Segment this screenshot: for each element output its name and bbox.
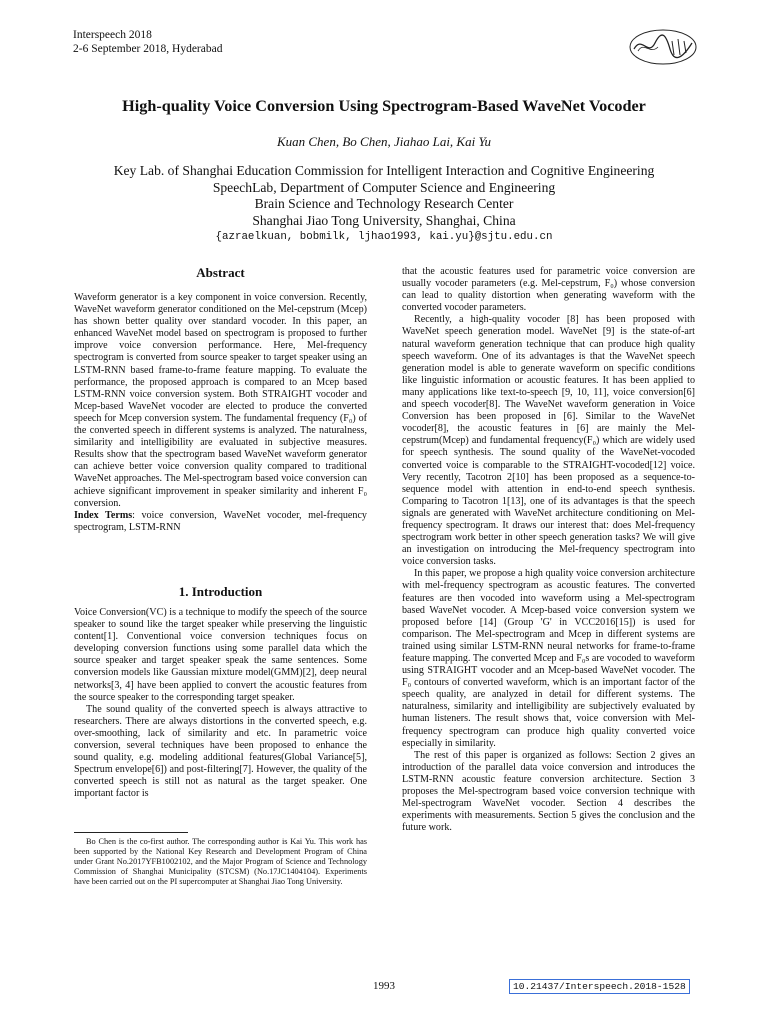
index-terms-label: Index Terms [74, 509, 133, 521]
conference-header [73, 29, 222, 56]
introduction-section [74, 607, 367, 801]
author-list: Kuan Chen, Bo Chen, Jiahao Lai, Kai Yu [276, 134, 492, 149]
introduction-heading: 1. Introduction [178, 584, 263, 599]
affiliation-line: Brain Science and Technology Research Center [254, 196, 514, 211]
body-paragraph: In this paper, we propose a high quality voice conversion architecture with mel-frequency spectrogram as acoustic features. The converted features are then vocoded into waveform using a Mel-spectrogram based WaveNet vocoder. A Mcep-based voice conversion system we proposed before [14] (Group 'G' in VCC2016[15]) is used for comparison. The Mel-spectrogram and Mcep in different systems are trained using similar LSTM-RNN neural networks for frame-to-frame feature mapping. The converted Mcep and F₀s are vocoded to waveform using STRAIGHT vocoder and an Mcep-based WaveNet vocoder. The F₀ contours of converted waveform, which is an important factor of the speech quality, are analyzed in detail for different systems. The naturalness, similarity and intelligibility are subjectively evaluated by human listeners. The result shows that, voice conversion with Mel-frequency spectrogram can produce high quality converted voice especially in similarity. [402, 568, 695, 749]
abstract-heading: Abstract [196, 265, 245, 280]
page-number: 1993 [373, 980, 395, 992]
paper-title: High-quality Voice Conversion Using Spectrogram-Based WaveNet Vocoder [122, 97, 646, 115]
affiliation-line: SpeechLab, Department of Computer Science and Engineering [212, 179, 556, 195]
conference-name: Interspeech 2018 [73, 29, 152, 41]
body-paragraph: The rest of this paper is organized as follows: Section 2 gives an introduction of the parallel data voice conversion and introduces the LSTM-RNN acoustic feature conversion architecture. Section 3 proposes the Mel-spectrogram based voice conversion technique with Mel-spectrogram WaveNet vocoder. Section 4 describes the experiments with measurements. Section 5 gives the conclusion and the future work. [402, 749, 695, 834]
index-terms [74, 510, 367, 534]
isca-logo-icon [628, 27, 698, 67]
right-column [402, 266, 695, 834]
body-paragraph: Recently, a high-quality vocoder [8] has been proposed with WaveNet speech generation model. WaveNet [9] is the state-of-art natural waveform generation technique that can produce high quality speech waveform. One of its advantages is that the WaveNet speech generation model is able to generate waveform on specific conditions like linguistic information or acoustic features. It has been applied to many applications like text-to-speech [9, 10, 11], voice conversion[6] and speech vocoder[8]. The WaveNet waveform generation in Voice Conversion has been proposed in [6]. Similar to the WaveNet vocoder[8], the acoustic features in [6] are mainly the Mel-cepstrum(Mcep) and fundamental frequency(F₀) which are widely used for speech synthesis. The sound quality of the WaveNet-vocoded converted voice is comparable to the STRAIGHT-vocoded[12] voice. Very recently, Tacotron 2[10] has been proposed as a sequence-to-sequence model with attention in end-to-end speech synthesis. Comparing to Tacotron 1[13], one of its advantages is that the speech signals are generated with WaveNet architecture conditioning on Mel-frequency spectrogram. It draws our interest that: does Mel-frequency spectrogram work better in other speech generation tasks? We will give an investigation on introducing the Mel-frequency spectrogram into voice conversion tasks. [402, 314, 695, 568]
affiliation-line: Key Lab. of Shanghai Education Commission for Intelligent Interaction and Cognitive Engineering [113, 163, 655, 178]
abstract-text: Waveform generator is a key component in voice conversion. Recently, WaveNet waveform generator conditioned on the Mel-cepstrum (Mcep) has shown better quality over standard vocoder. In this paper, an enhanced WaveNet model based on spectrogram is proposed to further improve voice conversion performance. Here, Mel-frequency spectrogram is converted from source speaker to target speaker using an LSTM-RNN based frame-to-frame feature mapping. To evaluate the performance, the proposed approach is compared to an Mcep based LSTM-RNN voice conversion system. Both STRAIGHT vocoder and Mcep-based WaveNet vocoder are elected to produce the converted speech for Mcep conversion system. The fundamental frequency (F₀) of the converted speech in different systems is analyzed. The naturalness, similarity and intelligibility are evaluated in subjective measures. Results show that the spectrogram based WaveNet waveform generator can achieve better voice conversion quality compared to traditional WaveNet approaches. The Mel-spectrogram based voice conversion can achieve significant improvement in speaker similarity and inherent F₀ conversion. [74, 292, 367, 509]
author-emails: {azraelkuan, bobmilk, ljhao1993, kai.yu}@sjtu.edu.cn [215, 231, 553, 243]
abstract-section [74, 292, 367, 534]
intro-paragraph: The sound quality of the converted speech is always attractive to researchers. There are always distortions in the converted speech, e.g. over-smoothing, lack of similarity and etc. In parametric voice conversion, several techniques have been proposed to enhance the sound quality, e.g. modeling additional features(Global Variance[5], Spectrum envelope[6]) and post-filtering[7]. However, the quality of the converted speech is still not as natural as the target speaker. One important factor is [74, 703, 367, 800]
footnote: Bo Chen is the co-first author. The corresponding author is Kai Yu. This work has been supported by the National Key Research and Development Program of China under Grant No.2017YFB1002102, and the Major Program of Science and Technology Commission of Shanghai Municipality (STCSM) (No.17JC1404104). Experiments have been carried out on the PI supercomputer at Shanghai Jiao Tong University. [74, 837, 367, 886]
intro-paragraph: Voice Conversion(VC) is a technique to modify the speech of the source speaker to sound like the target speaker while preserving the linguistic content[1]. Conventional voice conversion techniques focus on developing conversion functions using some parallel data which the source speaker and target speaker speak the same sentences. Some conversion models like Gaussian mixture model(GMM)[2], deep neural networks[3, 4] have been applied to convert the acoustic features from the source speaker to the corresponding target speaker. [74, 607, 367, 703]
doi-link[interactable]: 10.21437/Interspeech.2018-1528 [509, 979, 690, 994]
affiliation-block [0, 163, 768, 229]
conference-date-location: 2-6 September 2018, Hyderabad [73, 42, 223, 55]
footnote-rule [74, 832, 188, 833]
body-paragraph: that the acoustic features used for parametric voice conversion are usually vocoder parameters (e.g. Mel-cepstrum, F₀) whose conversion can lead to quality distortion when generating waveform with the converted vocoder parameters. [402, 266, 695, 314]
affiliation-line: Shanghai Jiao Tong University, Shanghai, China [252, 212, 516, 228]
index-terms-text: : voice conversion, WaveNet vocoder, mel-frequency spectrogram, LSTM-RNN [74, 509, 367, 533]
